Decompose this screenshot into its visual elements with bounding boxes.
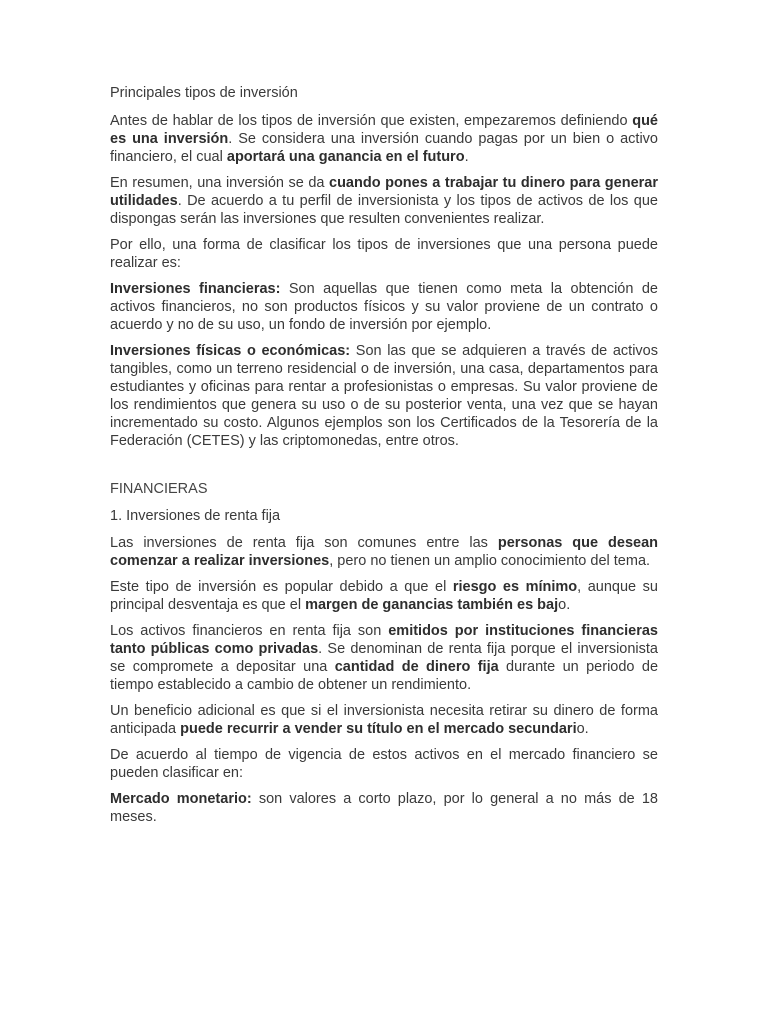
text-run: , pero no tienen un amplio conocimiento del tema. — [329, 553, 651, 569]
text-run: . — [464, 149, 469, 165]
bold-text: Mercado monetario: — [110, 791, 252, 807]
text-run: Antes de hablar de los tipos de inversión que existen, empezaremos definiendo — [110, 113, 633, 129]
paragraph — [110, 236, 658, 272]
text-run: Son las que se adquieren a través de activos tangibles, como un terreno residencial o de inversión, una casa, departamentos para estudiantes y oficinas para rentar a profesionistas o empresas. Su valor proviene de los rendimientos que genera su uso o de su posterior venta, una vez que se hayan incrementado su costo. Algunos ejemplos son los Certificados de la Tesorería de la Federación (CETES) y las criptomonedas, entre otros. — [110, 343, 658, 449]
paragraph — [110, 174, 658, 228]
text-run: o. — [576, 721, 589, 737]
section-body — [110, 534, 658, 826]
text-run: o. — [558, 597, 571, 613]
paragraph — [110, 280, 658, 334]
text-run: . Se denominan de renta fija porque el inversionista se compromete a depositar una — [110, 641, 658, 675]
paragraph — [110, 790, 658, 826]
text-run: De acuerdo al tiempo de vigencia de estos activos en el mercado financiero se pueden clasificar en: — [110, 747, 658, 781]
paragraph — [110, 622, 658, 694]
bold-text: qué es una inversión — [110, 113, 658, 147]
text-run: Las inversiones de renta fija son comunes entre las — [110, 535, 498, 551]
paragraph — [110, 746, 658, 782]
text-run: durante un periodo de tiempo establecido a cambio de obtener un rendimiento. — [110, 659, 659, 693]
paragraph — [110, 342, 658, 450]
bold-text: Inversiones financieras: — [110, 281, 281, 297]
bold-text: emitidos por instituciones financieras tanto públicas como privadas — [110, 623, 658, 657]
bold-text: riesgo es mínimo — [452, 579, 578, 595]
text-run: , aunque su principal desventaja es que el — [110, 579, 658, 613]
section-heading: FINANCIERAS — [110, 481, 208, 497]
text-run: Los activos financieros en renta fija son — [110, 623, 389, 639]
bold-text: cantidad de dinero fija — [334, 659, 499, 675]
paragraph — [110, 578, 658, 614]
bold-text: aportará una ganancia en el futuro — [226, 149, 465, 165]
text-run: son valores a corto plazo, por lo general a no más de 18 meses. — [110, 791, 658, 825]
bold-text: puede recurrir a vender su título en el mercado secundari — [180, 721, 577, 737]
document-title: Principales tipos de inversión — [110, 85, 298, 101]
bold-text: Inversiones físicas o económicas: — [110, 343, 351, 359]
text-run: . De acuerdo a tu perfil de inversionista y los tipos de activos de los que dispongas serán las inversiones que resulten convenientes realizar. — [110, 193, 658, 227]
bold-text: margen de ganancias también es baj — [305, 597, 559, 613]
paragraph — [110, 702, 658, 738]
paragraph — [110, 112, 658, 166]
text-run: Son aquellas que tienen como meta la obtención de activos financieros, no son productos físicos y su valor proviene de un contrato o acuerdo y no de su uso, un fondo de inversión por ejemplo. — [110, 281, 658, 333]
subsection-heading: 1. Inversiones de renta fija — [110, 508, 281, 524]
text-run: En resumen, una inversión se da — [110, 175, 329, 191]
text-run: Un beneficio adicional es que si el inversionista necesita retirar su dinero de forma anticipada — [110, 703, 658, 737]
text-run: Por ello, una forma de clasificar los tipos de inversiones que una persona puede realizar es: — [110, 237, 658, 271]
text-run: . Se considera una inversión cuando pagas por un bien o activo financiero, el cual — [110, 131, 658, 165]
intro-body — [110, 112, 658, 450]
bold-text: personas que desean comenzar a realizar inversiones — [110, 535, 658, 569]
bold-text: cuando pones a trabajar tu dinero para generar utilidades — [110, 175, 659, 209]
paragraph — [110, 534, 658, 570]
text-run: Este tipo de inversión es popular debido a que el — [110, 579, 453, 595]
